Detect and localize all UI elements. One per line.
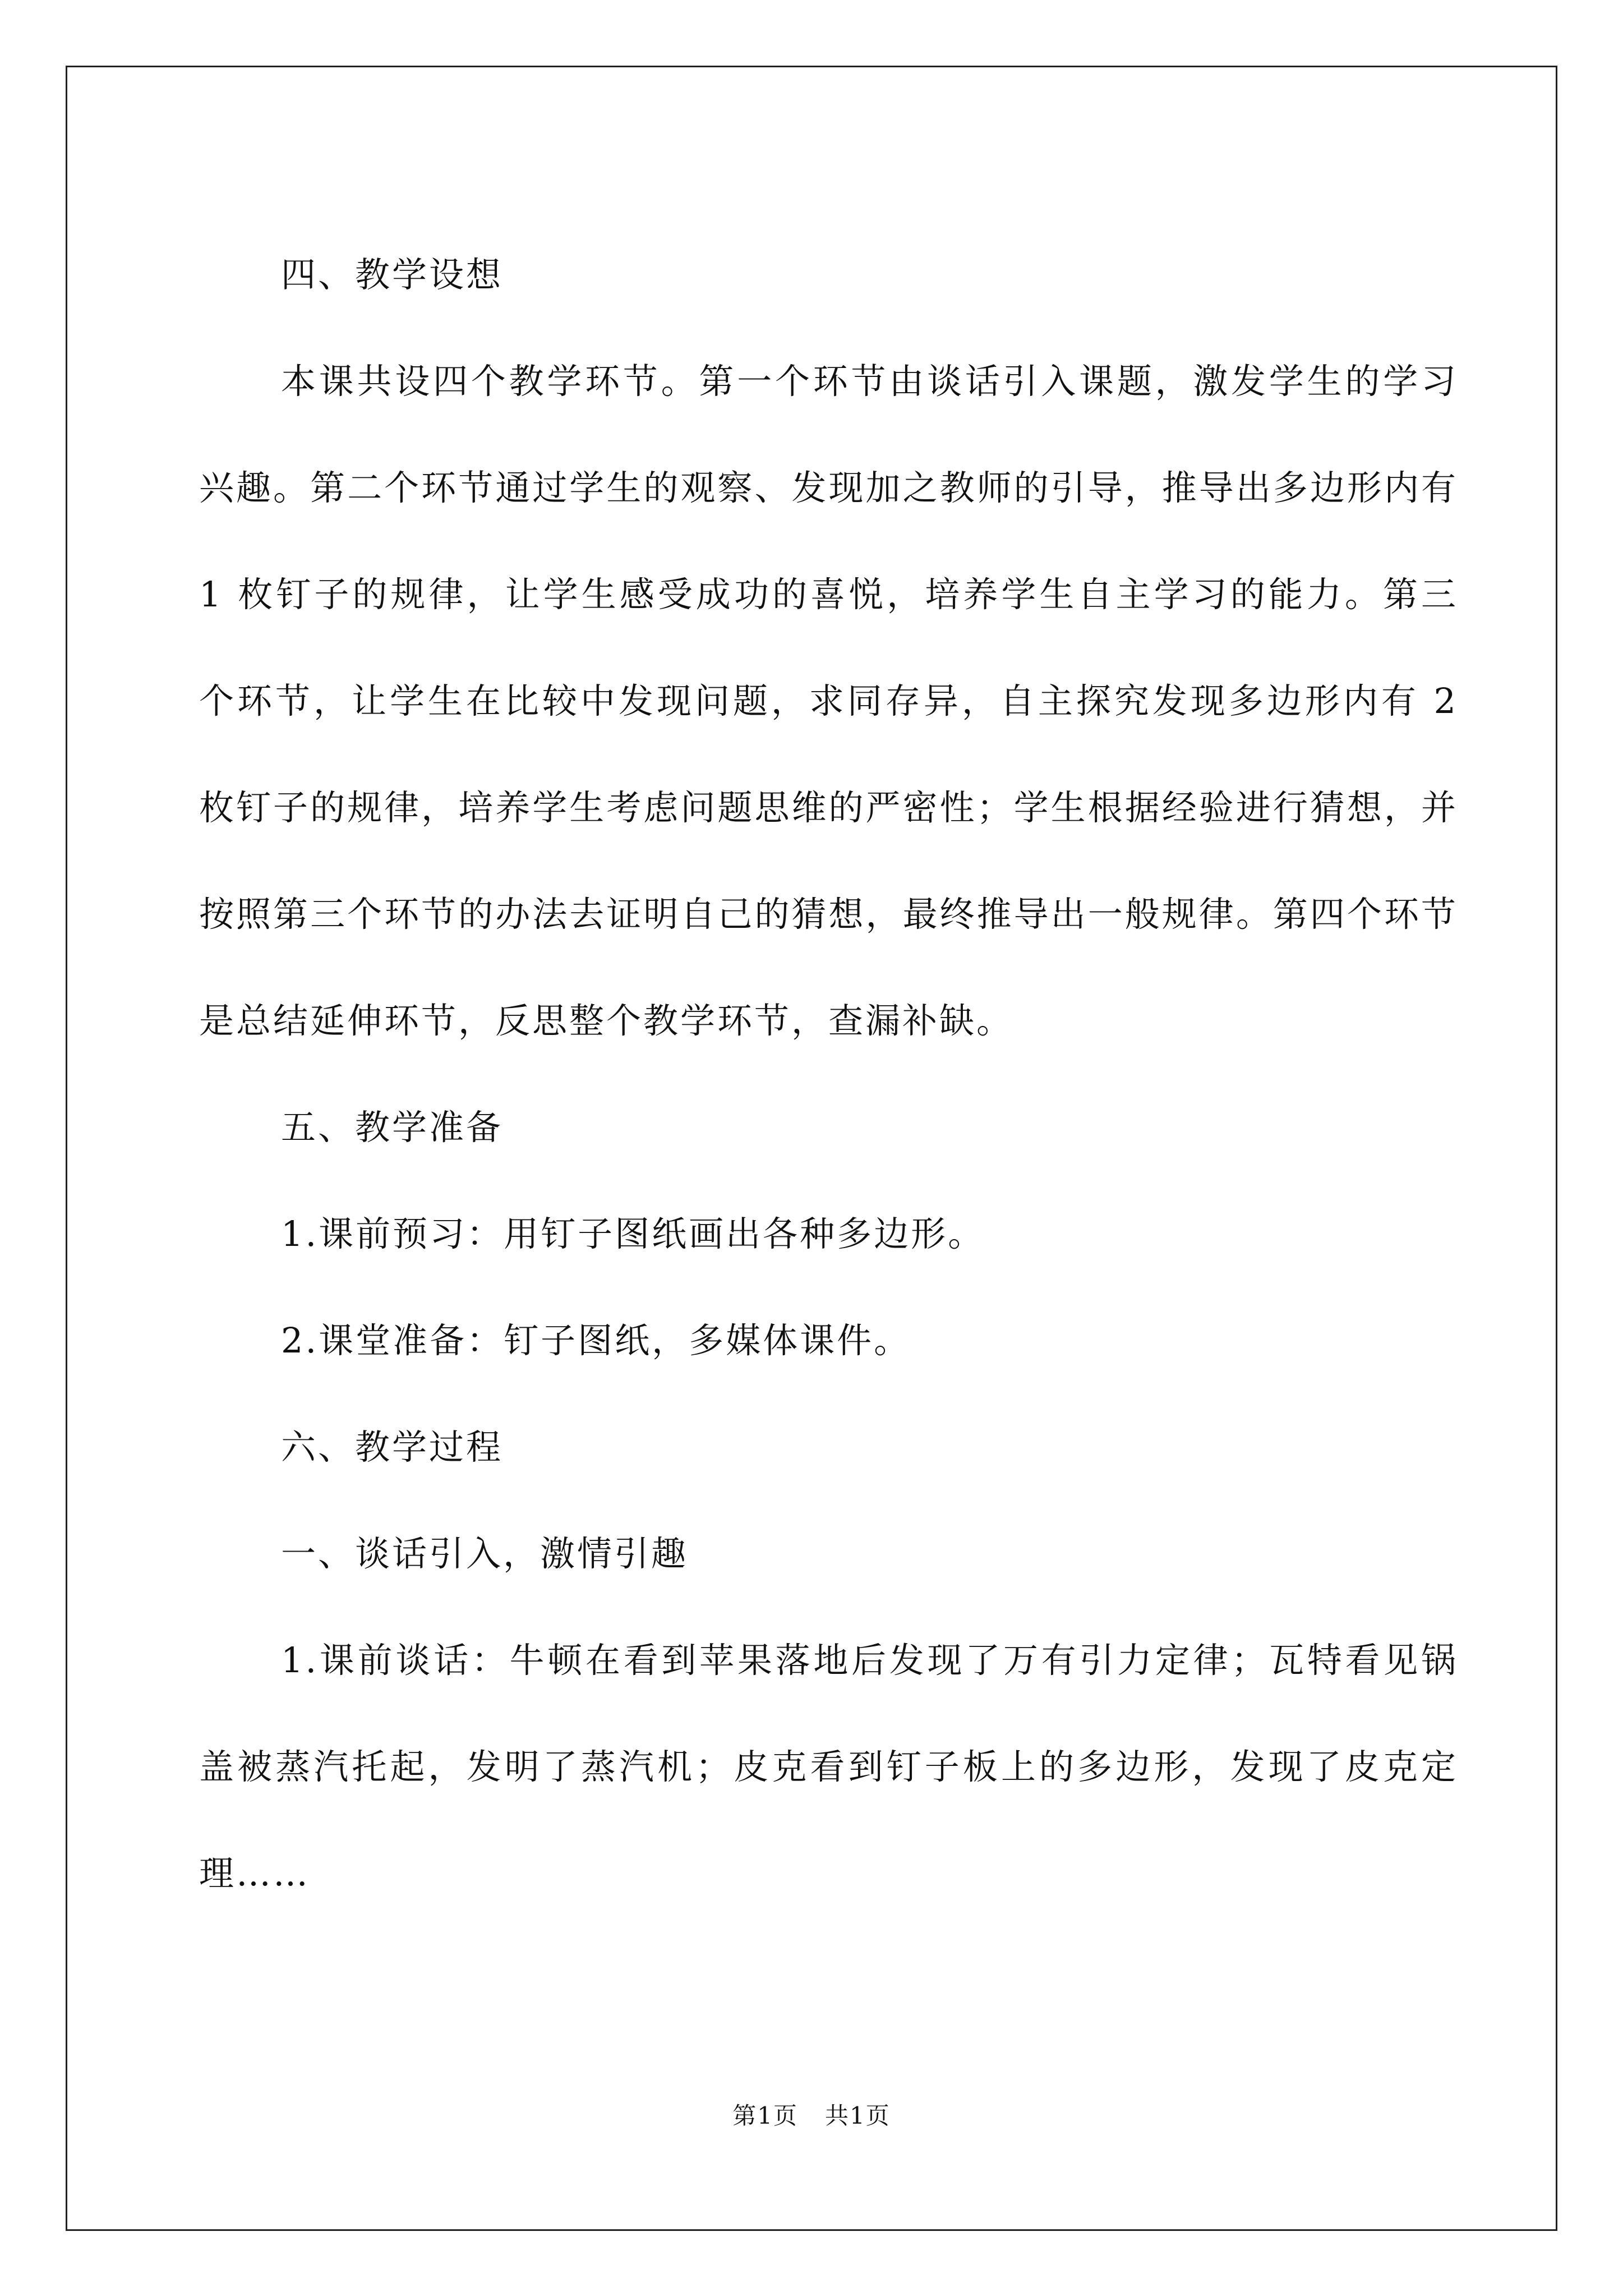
paragraph-pre-class-talk: 1.课前谈话：牛顿在看到苹果落地后发现了万有引力定律；瓦特看见锅盖被蒸汽托起，发明了蒸汽机；皮克看到钉子板上的多边形，发现了皮克定理…… xyxy=(199,1640,1458,1894)
list-item-class-preparation: 2.课堂准备：钉子图纸，多媒体课件。 xyxy=(281,1320,911,1361)
section-heading-teaching-idea: 四、教学设想 xyxy=(281,254,504,295)
page-number-total: 共1页 xyxy=(825,2102,891,2129)
paragraph-teaching-idea: 本课共设四个教学环节。第一个环节由谈话引入课题，激发学生的学习兴趣。第二个环节通过学生的观察、发现加之教师的引导，推导出多边形内有 1 枚钉子的规律，让学生感受成功的喜悦，培养学生自主学习的能力。第三个环节，让学生在比较中发现问题，求同存异，自主探究发现多边形内有 2 枚钉子的规律，培养学生考虑问题思维的严密性；学生根据经验进行猜想，并按照第三个环节的办法去证明自己的猜想，最终推导出一般规律。第四个环节是总结延伸环节，反思整个教学环节，查漏补缺。 xyxy=(199,361,1458,1041)
document-body xyxy=(199,222,1458,1927)
list-item-preview: 1.课前预习：用钉子图纸画出各种多边形。 xyxy=(281,1213,985,1254)
subsection-heading-introduction: 一、谈话引入，激情引趣 xyxy=(281,1533,689,1574)
page-footer xyxy=(0,2099,1623,2133)
section-heading-teaching-process: 六、教学过程 xyxy=(281,1427,504,1467)
page-number-current: 第1页 xyxy=(732,2102,798,2129)
section-heading-teaching-preparation: 五、教学准备 xyxy=(281,1107,504,1148)
